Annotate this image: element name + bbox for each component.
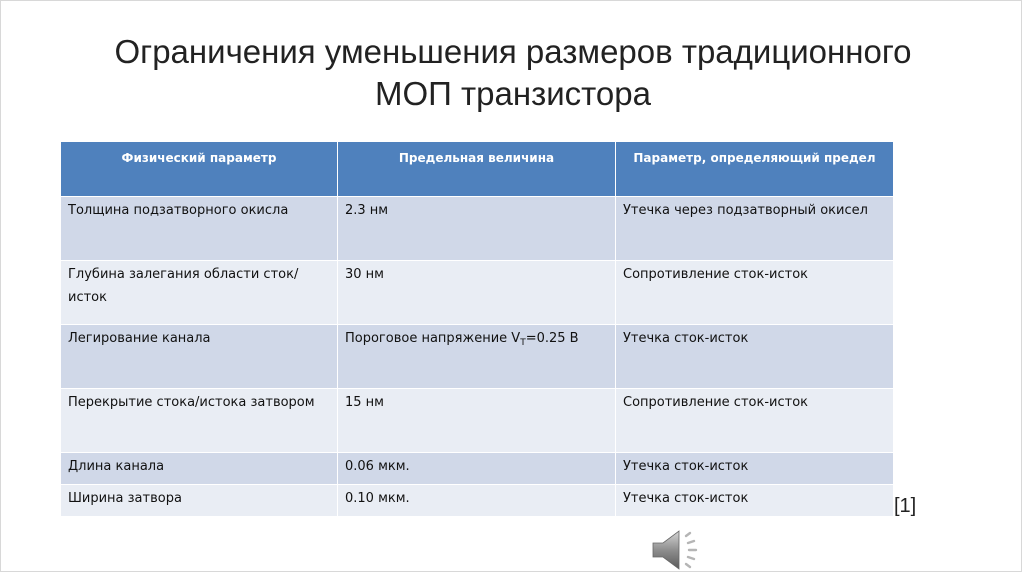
cell-value	[338, 325, 616, 389]
table-row	[61, 453, 894, 485]
threshold-voltage-value: =0.25 В	[525, 331, 579, 346]
table-header-row	[61, 142, 894, 197]
cell-value: 0.06 мкм.	[338, 453, 616, 485]
cell-parameter: Длина канала	[61, 453, 338, 485]
cell-limit: Сопротивление сток-исток	[616, 261, 894, 325]
slide-title-line-2: МОП транзистора	[375, 75, 651, 112]
speaker-icon[interactable]	[649, 528, 721, 572]
table-row	[61, 485, 894, 517]
cell-parameter: Ширина затвора	[61, 485, 338, 517]
cell-limit: Сопротивление сток-исток	[616, 389, 894, 453]
header-limit-value: Предельная величина	[338, 142, 616, 197]
slide-title	[61, 31, 965, 115]
cell-parameter: Глубина залегания области сток/исток	[61, 261, 338, 325]
cell-value: 15 нм	[338, 389, 616, 453]
header-limiting-parameter: Параметр, определяющий предел	[616, 142, 894, 197]
cell-parameter: Толщина подзатворного окисла	[61, 197, 338, 261]
cell-limit: Утечка сток-исток	[616, 453, 894, 485]
table-row	[61, 325, 894, 389]
table-row	[61, 261, 894, 325]
cell-parameter: Перекрытие стока/истока затвором	[61, 389, 338, 453]
table-row	[61, 389, 894, 453]
header-physical-parameter: Физический параметр	[61, 142, 338, 197]
cell-value: 0.10 мкм.	[338, 485, 616, 517]
threshold-voltage-subscript: T	[520, 338, 526, 348]
cell-limit: Утечка сток-исток	[616, 325, 894, 389]
cell-value: 2.3 нм	[338, 197, 616, 261]
threshold-voltage-label: Пороговое напряжение V	[345, 331, 521, 346]
reference-marker: [1]	[894, 495, 917, 517]
cell-limit: Утечка через подзатворный окисел	[616, 197, 894, 261]
parameters-table	[60, 141, 894, 517]
cell-limit: Утечка сток-исток	[616, 485, 894, 517]
table-row	[61, 197, 894, 261]
cell-value: 30 нм	[338, 261, 616, 325]
slide-title-line-1: Ограничения уменьшения размеров традиционного	[114, 33, 912, 70]
cell-parameter: Легирование канала	[61, 325, 338, 389]
